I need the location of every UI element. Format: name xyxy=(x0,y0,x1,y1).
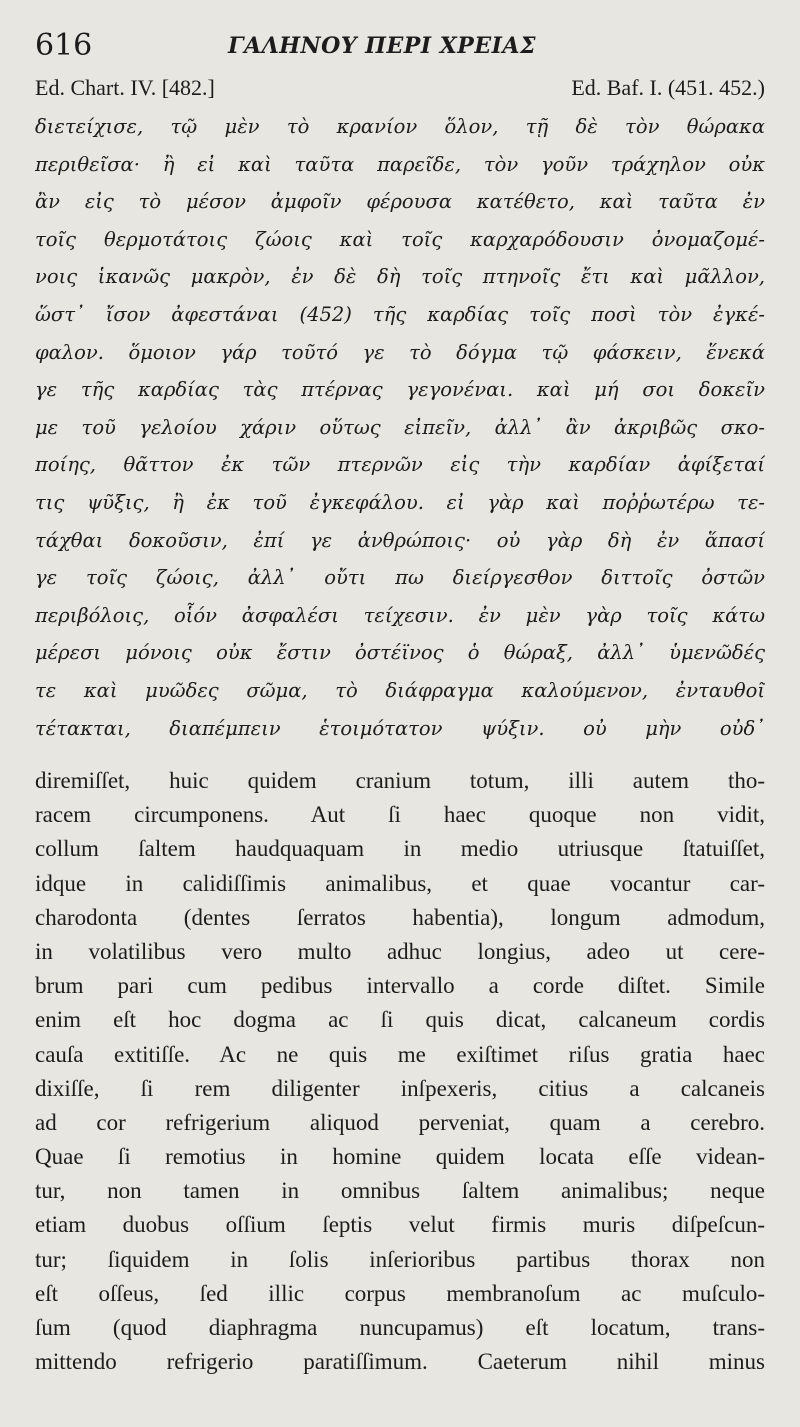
latin-text-line: ad cor refrigerium aliquod perveniat, quam a cerebro. xyxy=(35,1109,765,1135)
latin-text-line: charodonta (dentes ſerratos habentia), longum admodum, xyxy=(35,904,765,930)
greek-text-line: με τοῦ γελοίου χάριν οὕτως εἰπεῖν, ἀλλ᾽ ἂν ἀκριβῶς σκο- xyxy=(35,415,765,439)
latin-text-line: collum ſaltem haudquaquam in medio utriusque ſtatuiſſet, xyxy=(35,836,765,862)
greek-text-line: τέτακται, διαπέμπειν ἑτοιμότατον ψύξιν. οὐ μὴν οὐδ᾽ xyxy=(35,716,765,740)
running-title: ΓΑΛΗΝΟΥ ΠΕΡΙ ΧΡΕΙΑΣ xyxy=(228,33,537,59)
greek-text-line: γε τῆς καρδίας τὰς πτέρνας γεγονέναι. καὶ μή σοι δοκεῖν xyxy=(35,378,765,402)
greek-text-line: νοις ἱκανῶς μακρὸν, ἐν δὲ δὴ τοῖς πτηνοῖς ἔτι καὶ μᾶλλον, xyxy=(35,265,765,289)
latin-text-line: ſum (quod diaphragma nuncupamus) eſt locatum, trans- xyxy=(35,1315,765,1340)
greek-text-line: περιβόλοις, οἷόν ἀσφαλέσι τείχεσιν. ἐν μὲν γὰρ τοῖς κάτω xyxy=(35,603,765,627)
latin-text-line: enim eſt hoc dogma ac ſi quis dicat, calcaneum cordis xyxy=(35,1007,765,1033)
greek-text-line: γε τοῖς ζώοις, ἀλλ᾽ οὔτι πω διείργεσθον διττοῖς ὀστῶν xyxy=(35,566,765,590)
greek-text-line: τάχθαι δοκοῦσιν, ἐπί γε ἀνθρώποις· οὐ γὰρ δὴ ἐν ἅπασί xyxy=(35,528,765,552)
latin-text-line: tur, non tamen in omnibus ſaltem animalibus; neque xyxy=(35,1178,765,1204)
greek-text-block xyxy=(35,108,765,747)
edition-reference-chart: Ed. Chart. IV. [482.] xyxy=(35,75,215,100)
latin-text-line: racem circumponens. Aut ſi haec quoque non vidit, xyxy=(35,802,765,828)
greek-text-line: ὥστ᾽ ἴσον ἀφεστάναι (452) τῆς καρδίας τοῖς ποσὶ τὸν ἐγκέ- xyxy=(35,302,765,326)
greek-text-line: ποίης, θᾶττον ἐκ τῶν πτερνῶν εἰς τὴν καρδίαν ἀφίξεταί xyxy=(35,453,765,477)
greek-text-line: ἂν εἰς τὸ μέσον ἀμφοῖν φέρουσα κατέθετο, καὶ ταῦτα ἐν xyxy=(35,190,765,214)
latin-text-line: mittendo refrigerio paratiſſimum. Caeterum nihil minus xyxy=(35,1349,765,1375)
greek-text-line: μέρεσι μόνοις οὐκ ἔστιν ὀστέϊνος ὁ θώραξ, ἀλλ᾽ ὑμενῶδές xyxy=(35,641,765,665)
latin-text-line: eſt oſſeus, ſed illic corpus membranoſum ac muſculo- xyxy=(35,1280,765,1306)
latin-text-line: brum pari cum pedibus intervallo a corde diſtet. Simile xyxy=(35,973,765,999)
greek-text-line: τοῖς θερμοτάτοις ζώοις καὶ τοῖς καρχαρόδουσιν ὀνομαζομέ- xyxy=(35,227,765,251)
edition-reference-line xyxy=(35,75,765,101)
page-number: 616 xyxy=(35,28,93,63)
latin-text-line: Quae ſi remotius in homine quidem locata eſſe videan- xyxy=(35,1144,765,1170)
latin-text-line: cauſa extitiſſe. Ac ne quis me exiſtimet riſus gratia haec xyxy=(35,1041,765,1067)
greek-text-line: τις ψῦξις, ἢ ἐκ τοῦ ἐγκεφάλου. εἰ γὰρ καὶ ποῤῥωτέρω τε- xyxy=(35,490,765,514)
latin-text-line: in volatilibus vero multo adhuc longius, adeo ut cere- xyxy=(35,938,765,964)
latin-text-line: diremiſſet, huic quidem cranium totum, illi autem tho- xyxy=(35,768,765,793)
greek-text-line: διετείχισε, τῷ μὲν τὸ κρανίον ὅλον, τῇ δὲ τὸν θώρακα xyxy=(35,115,765,138)
latin-text-block xyxy=(35,764,765,1379)
greek-text-line: περιθεῖσα· ἢ εἰ καὶ ταῦτα παρεῖδε, τὸν γοῦν τράχηλον οὐκ xyxy=(35,152,765,176)
latin-text-line: etiam duobus oſſium ſeptis velut firmis muris diſpeſcun- xyxy=(35,1212,765,1238)
greek-text-line: τε καὶ μυῶδες σῶμα, τὸ διάφραγμα καλούμενον, ἐνταυθοῖ xyxy=(35,678,765,702)
latin-text-line: idque in calidiſſimis animalibus, et quae vocantur car- xyxy=(35,870,765,896)
edition-reference-basel: Ed. Baf. I. (451. 452.) xyxy=(571,75,765,100)
latin-text-line: dixiſſe, ſi rem diligenter inſpexeris, citius a calcaneis xyxy=(35,1075,765,1101)
page-header xyxy=(35,28,765,64)
greek-text-line: φαλον. ὅμοιον γάρ τοῦτό γε τὸ δόγμα τῷ φάσκειν, ἕνεκά xyxy=(35,340,765,364)
latin-text-line: tur; ſiquidem in ſolis inſerioribus partibus thorax non xyxy=(35,1246,765,1272)
